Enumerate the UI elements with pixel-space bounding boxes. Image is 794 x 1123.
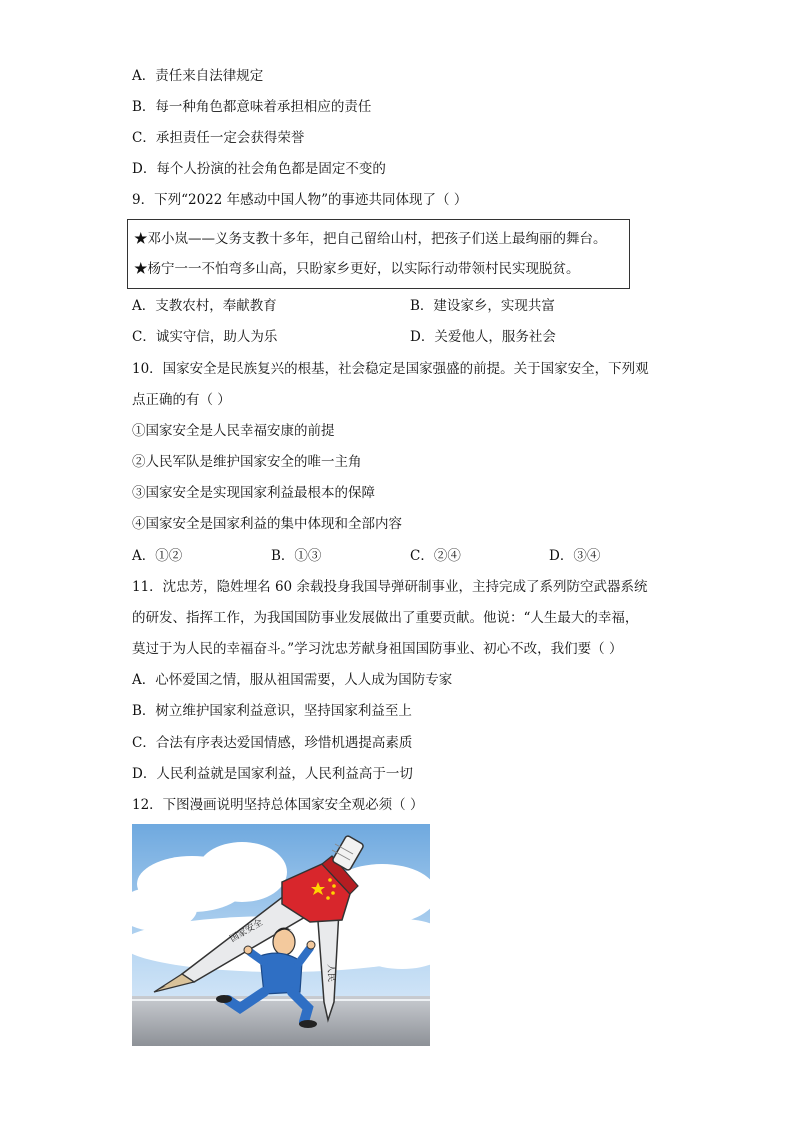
q9-material-box (127, 219, 630, 289)
cartoon-svg (132, 824, 430, 1046)
q9-stem: 9．下列“2022 年感动中国人物”的事迹共同体现了（ ） (132, 192, 468, 208)
pencil-leg-label: 国家安全 (228, 917, 265, 945)
q9-option-d: D．关爱他人，服务社会 (410, 329, 556, 345)
q8-option-c: C．承担责任一定会获得荣誉 (132, 130, 305, 146)
q11-option-a: A．心怀爱国之情，服从祖国需要，人人成为国防专家 (132, 672, 453, 688)
cartoon-figure (132, 824, 430, 1046)
q12-stem: 12．下图漫画说明坚持总体国家安全观必须（ ） (132, 797, 424, 813)
q10-option-b: B．①③ (271, 548, 322, 564)
q10-stem-line-2: 点正确的有（ ） (132, 392, 231, 408)
q11-option-c: C．合法有序表达爱国情感，珍惜机遇提高素质 (132, 735, 413, 751)
q11-stem-line-2: 的研发、指挥工作，为我国国防事业发展做出了重要贡献。他说：“人生最大的幸福， (132, 610, 639, 626)
q9-material-line-1: ★邓小岚——义务支教十多年，把自己留给山村，把孩子们送上最绚丽的舞台。 (134, 231, 607, 247)
q11-option-d: D．人民利益就是国家利益，人民利益高于一切 (132, 766, 413, 782)
q8-option-a: A．责任来自法律规定 (132, 68, 264, 84)
q9-option-a: A．支教农村，奉献教育 (132, 298, 277, 314)
q10-option-a: A．①② (132, 548, 183, 564)
q9-material-line-2: ★杨宁一一不怕弯多山高，只盼家乡更好，以实际行动带领村民实现脱贫。 (134, 261, 580, 277)
ground (132, 996, 430, 1046)
q11-option-b: B．树立维护国家利益意识，坚持国家利益至上 (132, 703, 412, 719)
q10-statement-3: ③国家安全是实现国家利益最根本的保障 (132, 485, 375, 501)
q10-option-c: C．②④ (410, 548, 461, 564)
q8-option-d: D．每个人扮演的社会角色都是固定不变的 (132, 161, 386, 177)
q11-stem-line-1: 11．沈忠芳，隐姓埋名 60 余载投身我国导弹研制事业，主持完成了系列防空武器系统 (132, 579, 648, 595)
needle-leg-label: 人民 (325, 963, 336, 983)
q11-stem-line-3: 莫过于为人民的幸福奋斗。”学习沈忠芳献身祖国国防事业、初心不改，我们要（ ） (132, 641, 623, 657)
q10-statement-2: ②人民军队是维护国家安全的唯一主角 (132, 454, 362, 470)
q9-option-c: C．诚实守信，助人为乐 (132, 329, 278, 345)
q10-stem-line-1: 10．国家安全是民族复兴的根基，社会稳定是国家强盛的前提。关于国家安全，下列观 (132, 361, 649, 377)
q8-option-b: B．每一种角色都意味着承担相应的责任 (132, 99, 372, 115)
q10-option-d: D．③④ (549, 548, 601, 564)
q10-statement-1: ①国家安全是人民幸福安康的前提 (132, 423, 335, 439)
q9-option-b: B．建设家乡，实现共富 (410, 298, 555, 314)
q10-statement-4: ④国家安全是国家利益的集中体现和全部内容 (132, 516, 402, 532)
man-head (273, 929, 295, 955)
